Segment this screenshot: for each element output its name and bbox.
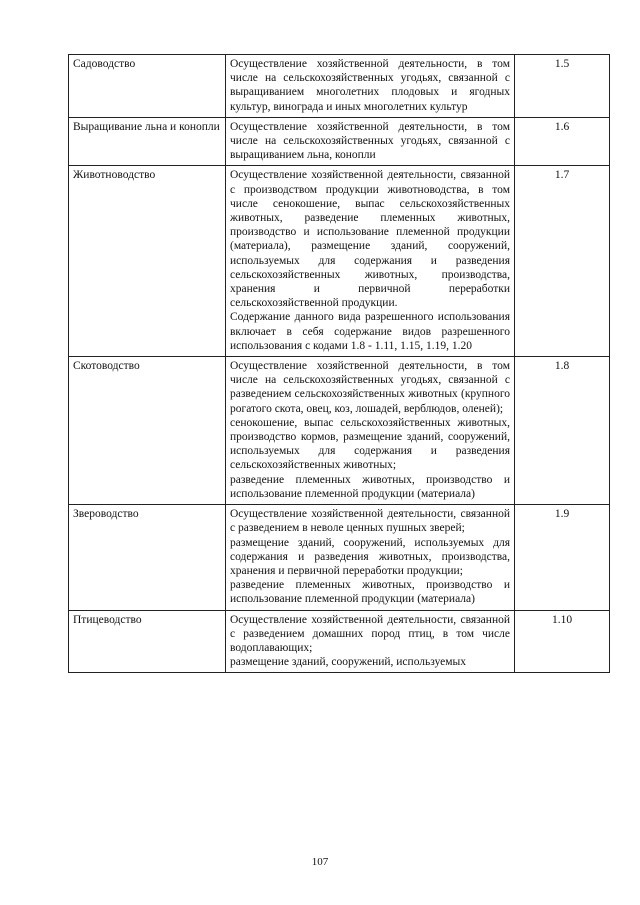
table-row (69, 166, 610, 357)
use-type-code: 1.5 (515, 55, 610, 118)
land-use-table (68, 54, 610, 673)
table-row (69, 117, 610, 166)
description-paragraph: Осуществление хозяйственной деятельности, в том числе на сельскохозяйственных угодьях, связанной с выращиванием многолетних плодовых и ягодных культур, винограда и иных многолетних культур (230, 58, 510, 113)
page-number: 107 (311, 856, 329, 868)
use-type-code: 1.8 (515, 357, 610, 505)
use-type-description (226, 505, 515, 610)
description-paragraph: размещение зданий, сооружений, используемых для содержания и разведения животных, производства, хранения и первичной переработки продукции; (230, 536, 510, 577)
use-type-name: Животноводство (69, 166, 226, 357)
table-body (69, 55, 610, 673)
use-type-code: 1.10 (515, 610, 610, 673)
table-row (69, 357, 610, 505)
use-type-name: Скотоводство (69, 357, 226, 505)
description-paragraph: сенокошение, выпас сельскохозяйственных животных, производство кормов, размещение зданий, сооружений, используемых для содержания и разведения сельскохозяйственных животных; (230, 416, 510, 472)
table-row (69, 610, 610, 673)
description-paragraph: разведение племенных животных, производство и использование племенной продукции (материала) (230, 579, 510, 606)
use-type-name: Садоводство (69, 55, 226, 118)
use-type-description (226, 55, 515, 118)
description-paragraph: Осуществление хозяйственной деятельности, связанной с разведением домашних пород птиц, в том числе водоплавающих; (230, 613, 510, 654)
use-type-code: 1.6 (515, 117, 610, 166)
use-type-description (226, 166, 515, 357)
description-paragraph: Осуществление хозяйственной деятельности, в том числе на сельскохозяйственных угодьях, связанной с выращиванием льна, конопли (230, 120, 510, 162)
table-row (69, 55, 610, 118)
use-type-description (226, 117, 515, 166)
use-type-name: Звероводство (69, 505, 226, 610)
use-type-description (226, 357, 515, 505)
use-type-description (226, 610, 515, 673)
use-type-code: 1.9 (515, 505, 610, 610)
description-paragraph: разведение племенных животных, производство и использование племенной продукции (материала) (230, 473, 510, 500)
description-paragraph: Содержание данного вида разрешенного использования включает в себя содержание видов разрешенного использования с кодами 1.8 - 1.11, 1.15, 1.19, 1.20 (230, 311, 510, 352)
description-paragraph: Осуществление хозяйственной деятельности, в том числе на сельскохозяйственных угодьях, связанной с разведением сельскохозяйственных животных (крупного рогатого скота, овец, коз, лошадей, верблюдов, оленей); (230, 360, 510, 415)
description-paragraph: Осуществление хозяйственной деятельности, связанной с производством продукции животноводства, в том числе сенокошение, выпас сельскохозяйственных животных, разведение племенных животных, производство и использование племенной продукции (материала), размещение зданий, сооружений, используемых для содержания и разведения сельскохозяйственных животных, производства, хранения и первичной переработки сельскохозяйственной продукции. (230, 169, 510, 310)
description-paragraph: размещение зданий, сооружений, используемых (230, 656, 467, 669)
table-row (69, 505, 610, 610)
use-type-name: Птицеводство (69, 610, 226, 673)
description-paragraph: Осуществление хозяйственной деятельности, связанной с разведением в неволе ценных пушных зверей; (230, 508, 510, 535)
use-type-name: Выращивание льна и конопли (69, 117, 226, 166)
use-type-code: 1.7 (515, 166, 610, 357)
